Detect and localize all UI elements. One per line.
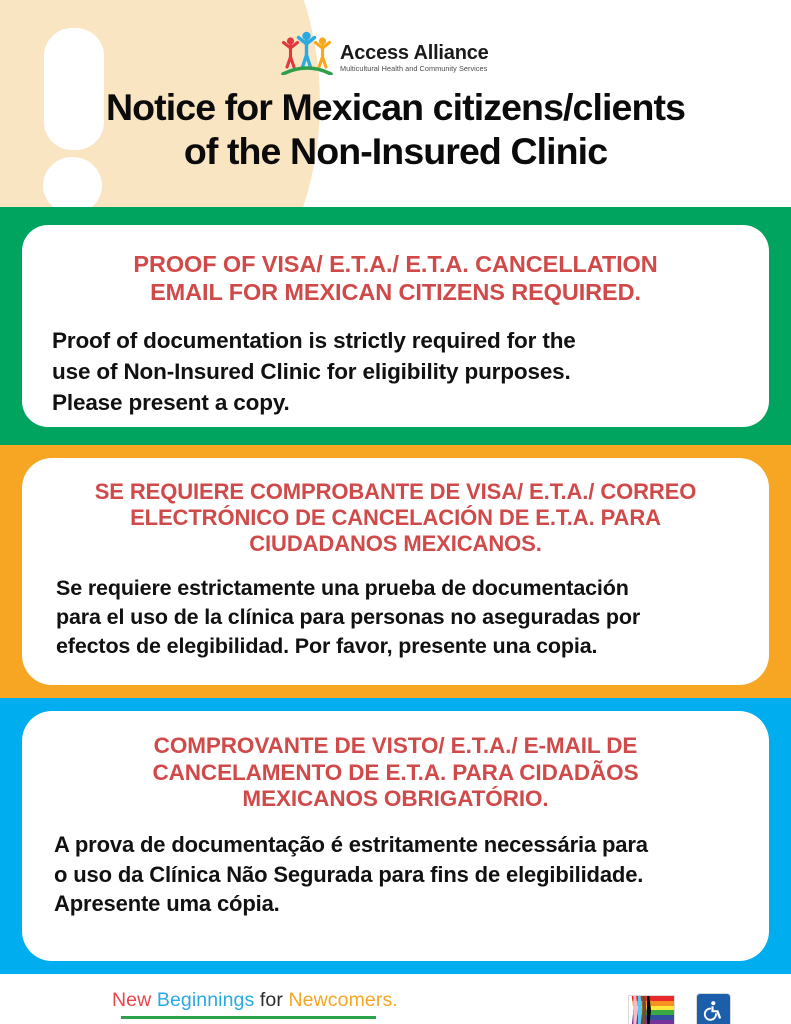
tagline-underline [121, 1016, 376, 1019]
logo-text [340, 43, 489, 75]
portuguese-body-line-1: A prova de documentação é estritamente necessária para [54, 831, 648, 857]
new-beginnings-tagline [112, 990, 398, 1019]
portuguese-heading [52, 733, 739, 813]
poster-footer [0, 974, 791, 1024]
spanish-body-line-2: para el uso de la clínica para personas no aseguradas por [56, 605, 641, 630]
portuguese-card [22, 711, 769, 961]
tagline-word-newcomers: Newcomers. [288, 989, 398, 1011]
english-body-line-1: Proof of documentation is strictly required for the [52, 328, 576, 354]
portuguese-body-line-2: o uso da Clínica Não Segurada para fins de elegibilidade. [54, 861, 644, 887]
spanish-heading [52, 479, 739, 557]
english-heading-line-2: EMAIL FOR MEXICAN CITIZENS REQUIRED. [150, 278, 641, 305]
pride-chevron [629, 996, 651, 1024]
english-heading-line-1: PROOF OF VISA/ E.T.A./ E.T.A. CANCELLATION [133, 251, 658, 277]
spanish-body [52, 574, 739, 662]
english-body-line-3: Please present a copy. [52, 389, 290, 415]
tagline-word-for: for [259, 989, 283, 1011]
section-portuguese [0, 698, 791, 974]
spanish-heading-line-1: SE REQUIERE COMPROBANTE DE VISA/ E.T.A./ CORREO [94, 479, 697, 504]
portuguese-heading-line-2: CANCELAMENTO DE E.T.A. PARA CIDADÃOS [152, 759, 639, 785]
spanish-body-line-3: efectos de elegibilidad. Por favor, presente una copia. [56, 634, 598, 659]
english-card [22, 225, 769, 427]
access-alliance-logo [281, 29, 489, 75]
progress-pride-flag-icon [628, 995, 675, 1024]
english-body-line-2: use of Non-Insured Clinic for eligibility purposes. [52, 359, 571, 385]
wheelchair-accessibility-icon [696, 993, 731, 1024]
portuguese-heading-line-3: MEXICANOS OBRIGATÓRIO. [242, 786, 549, 812]
section-english [0, 207, 791, 445]
footer-icon-group [628, 990, 731, 1024]
tagline-word-beginnings: Beginnings [156, 989, 255, 1011]
poster-header [0, 0, 791, 207]
portuguese-body-line-3: Apresente uma cópia. [54, 891, 280, 917]
logo-tagline: Multicultural Health and Community Services [340, 63, 488, 73]
english-heading [52, 251, 739, 306]
spanish-heading-line-2: ELECTRÓNICO DE CANCELACIÓN DE E.T.A. PARA [130, 504, 661, 530]
tagline-text [112, 990, 398, 1011]
spanish-heading-line-3: CIUDADANOS MEXICANOS. [249, 530, 542, 556]
page-title-line-2: of the Non-Insured Clinic [183, 129, 608, 172]
page-title [0, 86, 791, 173]
section-spanish [0, 445, 791, 698]
spanish-body-line-1: Se requiere estrictamente una prueba de documentación [56, 575, 629, 600]
page-title-line-1: Notice for Mexican citizens/clients [105, 86, 686, 128]
english-body [52, 326, 739, 418]
tagline-word-new: New [112, 989, 152, 1011]
access-alliance-people-icon [281, 29, 333, 75]
spanish-card [22, 458, 769, 685]
portuguese-body [52, 830, 739, 920]
logo-name: Access Alliance [340, 41, 489, 64]
portuguese-heading-line-1: COMPROVANTE DE VISTO/ E.T.A./ E-MAIL DE [153, 733, 638, 758]
